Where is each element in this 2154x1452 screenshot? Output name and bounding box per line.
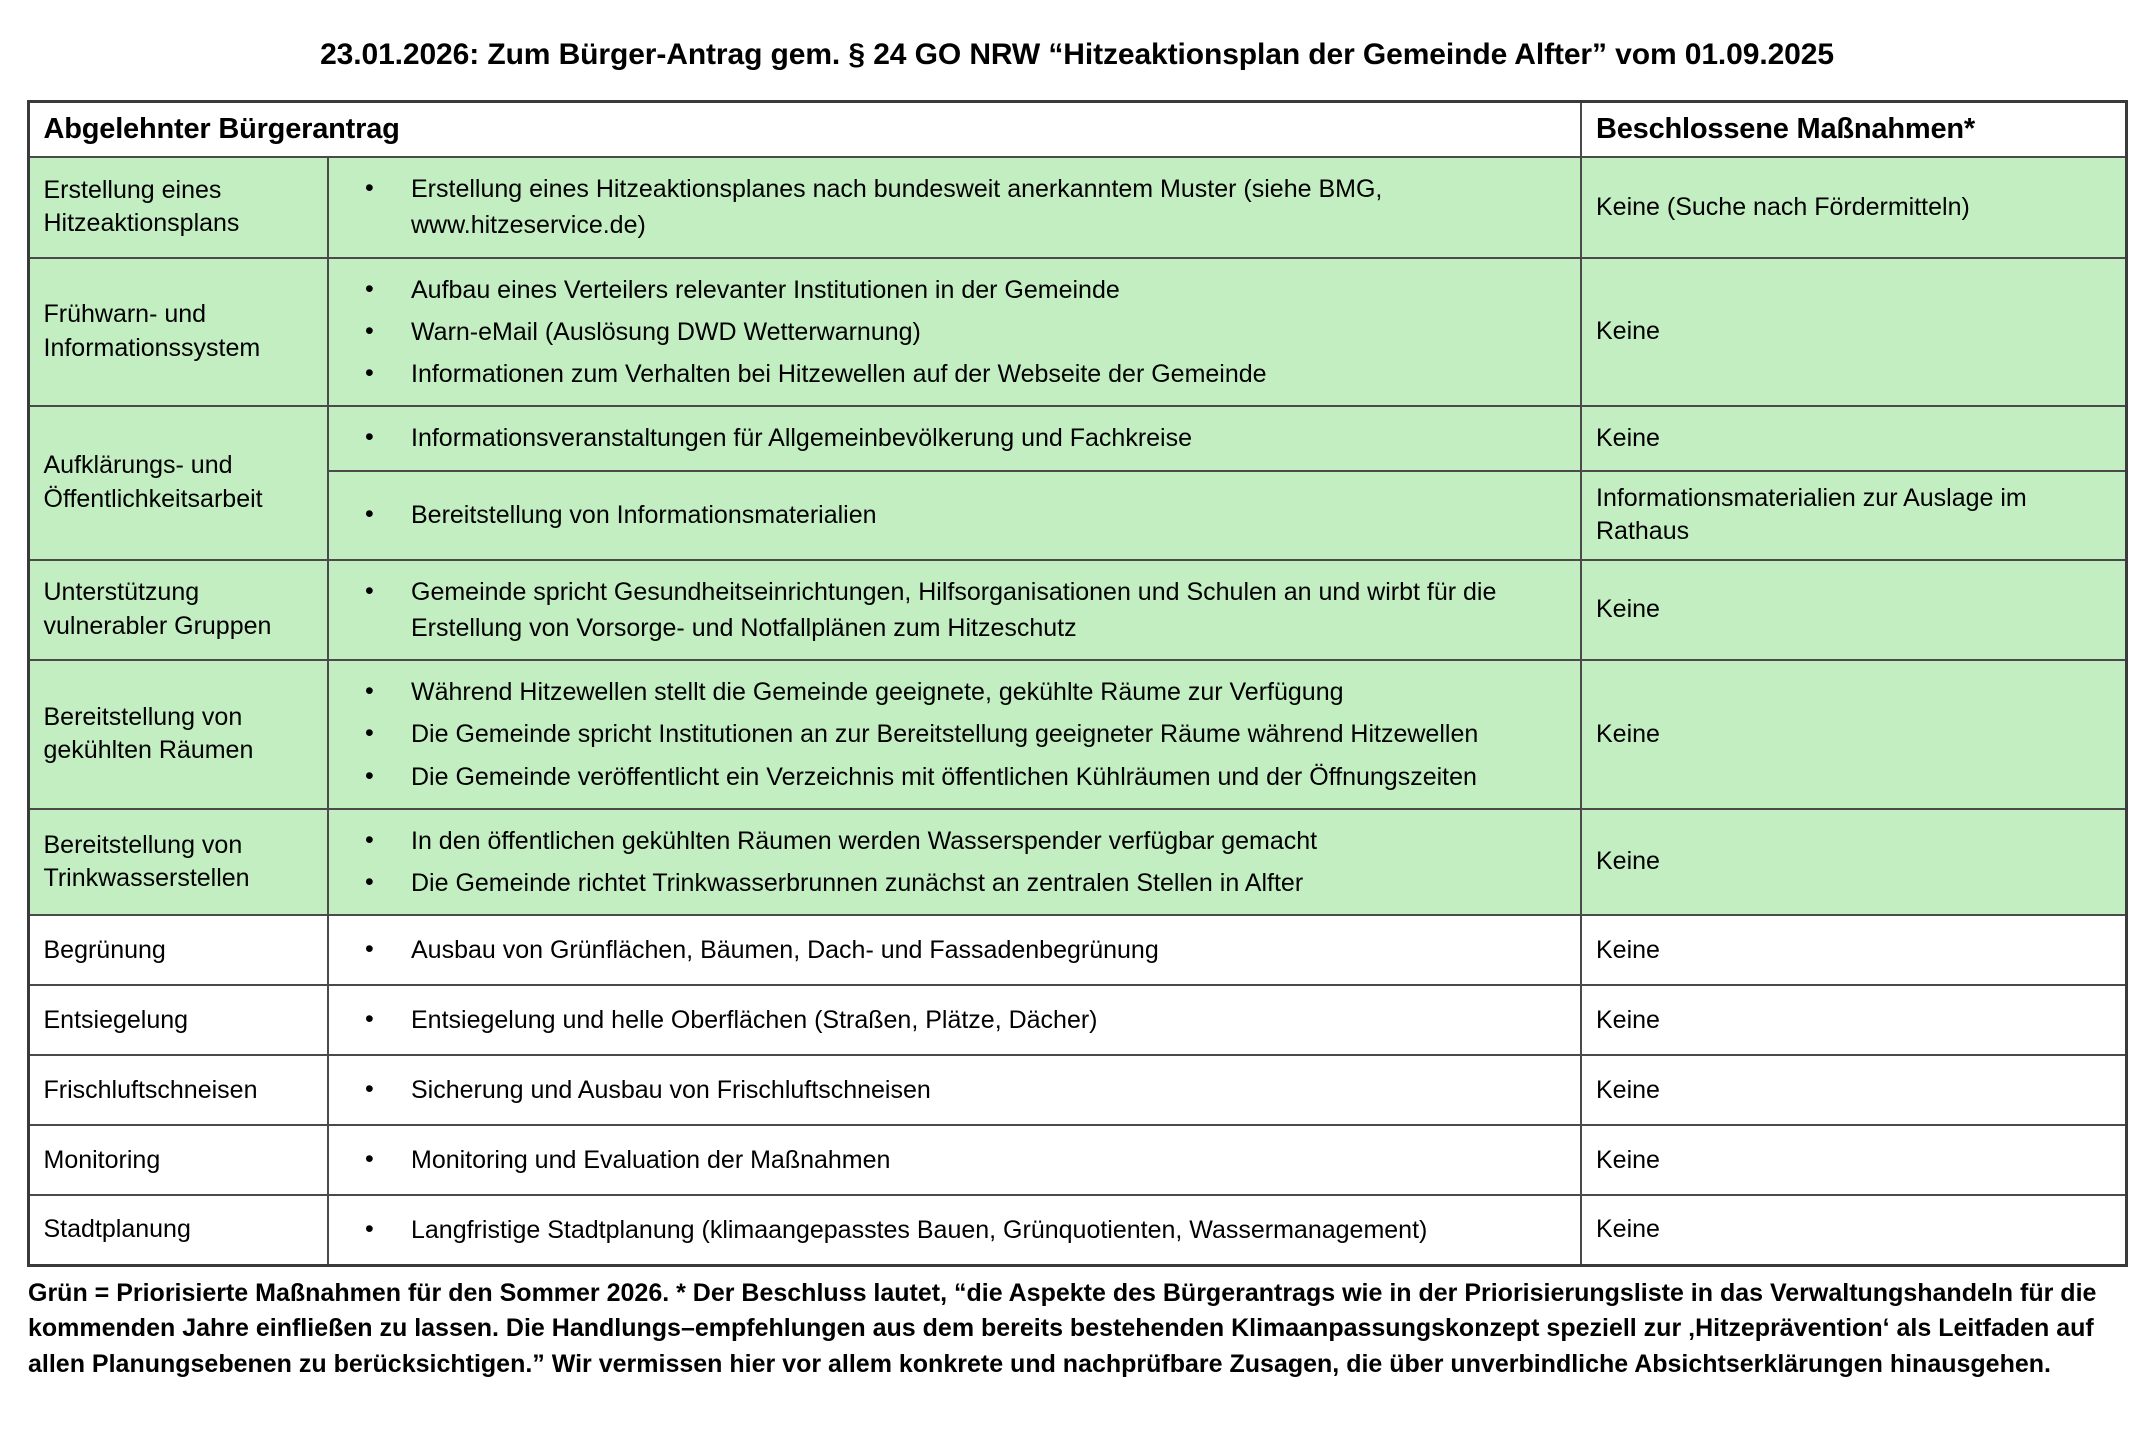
row-topic: Aufklärungs- und Öffentlichkeitsarbeit (28, 406, 328, 559)
bullet-list (343, 1209, 1566, 1251)
bullet-list (343, 929, 1566, 971)
row-topic: Entsiegelung (28, 985, 328, 1055)
row-bullets (328, 915, 1581, 985)
table-row (28, 809, 2126, 916)
row-bullets (328, 406, 1581, 470)
footnote-text: Grün = Priorisierte Maßnahmen für den Sommer 2026. * Der Beschluss lautet, “die Aspekte des Bürgerantrags wie in der Priorisierungsliste in das Verwaltungshandeln für die kommenden Jahre einfließen zu lassen. Die Handlungs–empfehlungen aus dem bereits bestehenden Klimaanpassungskonzept speziell zur ‚Hitzeprävention‘ als Leitfaden auf allen Planungsebenen zu berücksichtigen.” Wir vermissen hier vor allem konkrete und nachprüfbare Zusagen, die über unverbindliche Absichtserklärungen hinausgehen. (28, 1278, 2097, 1378)
bullet-list (343, 571, 1566, 650)
table-row (28, 406, 2126, 470)
bullet-item: • Informationsveranstaltungen für Allgemeinbevölkerung und Fachkreise (343, 417, 1566, 459)
bullet-list (343, 1139, 1566, 1181)
bullet-item: • Bereitstellung von Informationsmaterialien (343, 494, 1566, 536)
measures-table (27, 100, 2128, 1267)
row-bullets (328, 157, 1581, 258)
table-row (28, 157, 2126, 258)
bullet-item: • Die Gemeinde spricht Institutionen an zur Bereitstellung geeigneter Räume während Hitzewellen (343, 713, 1566, 755)
bullet-item: • Entsiegelung und helle Oberflächen (Straßen, Plätze, Dächer) (343, 999, 1566, 1041)
bullet-list (343, 671, 1566, 798)
bullet-item: • Monitoring und Evaluation der Maßnahmen (343, 1139, 1566, 1181)
bullet-item: • Ausbau von Grünflächen, Bäumen, Dach- und Fassadenbegrünung (343, 929, 1566, 971)
row-bullets (328, 1055, 1581, 1125)
table-row (28, 560, 2126, 661)
bullet-list (343, 417, 1566, 459)
column-header-rejected-petition: Abgelehnter Bürgerantrag (28, 102, 1581, 158)
row-topic: Erstellung eines Hitzeaktionsplans (28, 157, 328, 258)
row-result: Keine (1581, 809, 2126, 916)
row-result: Keine (1581, 1055, 2126, 1125)
table-row (28, 1125, 2126, 1195)
bullet-list (343, 999, 1566, 1041)
bullet-item: • Warn-eMail (Auslösung DWD Wetterwarnung) (343, 311, 1566, 353)
row-result: Keine (Suche nach Fördermitteln) (1581, 157, 2126, 258)
row-topic: Stadtplanung (28, 1195, 328, 1265)
table-row (28, 471, 2126, 560)
row-bullets (328, 1125, 1581, 1195)
row-topic: Frühwarn- und Informationssystem (28, 258, 328, 407)
table-body (28, 157, 2126, 1265)
table-row (28, 985, 2126, 1055)
row-bullets (328, 471, 1581, 560)
row-topic: Unterstützung vulnerabler Gruppen (28, 560, 328, 661)
row-result: Keine (1581, 1195, 2126, 1265)
table-row (28, 1055, 2126, 1125)
bullet-list (343, 1069, 1566, 1111)
table-row (28, 258, 2126, 407)
row-bullets (328, 1195, 1581, 1265)
row-topic: Begrünung (28, 915, 328, 985)
bullet-item: • Langfristige Stadtplanung (klimaangepasstes Bauen, Grünquotienten, Wassermanagement) (343, 1209, 1566, 1251)
row-topic: Bereitstellung von gekühlten Räumen (28, 660, 328, 809)
row-result: Keine (1581, 915, 2126, 985)
page-title: 23.01.2026: Zum Bürger-Antrag gem. § 24 GO NRW “Hitzeaktionsplan der Gemeinde Alfter” vom 01.09.2025 (320, 38, 1834, 71)
row-topic: Monitoring (28, 1125, 328, 1195)
row-result: Keine (1581, 258, 2126, 407)
bullet-item: • Aufbau eines Verteilers relevanter Institutionen in der Gemeinde (343, 269, 1566, 311)
table-row (28, 1195, 2126, 1265)
row-result: Keine (1581, 1125, 2126, 1195)
row-topic: Bereitstellung von Trinkwasserstellen (28, 809, 328, 916)
row-bullets (328, 985, 1581, 1055)
bullet-item: • Während Hitzewellen stellt die Gemeinde geeignete, gekühlte Räume zur Verfügung (343, 671, 1566, 713)
bullet-item: • Die Gemeinde veröffentlicht ein Verzeichnis mit öffentlichen Kühlräumen und der Öffnungszeiten (343, 756, 1566, 798)
bullet-item: • Sicherung und Ausbau von Frischluftschneisen (343, 1069, 1566, 1111)
bullet-item: • Gemeinde spricht Gesundheitseinrichtungen, Hilfsorganisationen und Schulen an und wirbt für die Erstellung von Vorsorge- und Notfallplänen zum Hitzeschutz (343, 571, 1566, 650)
row-result: Keine (1581, 985, 2126, 1055)
bullet-list (343, 494, 1566, 536)
row-result: Keine (1581, 560, 2126, 661)
bullet-list (343, 269, 1566, 396)
column-header-adopted-measures: Beschlossene Maßnahmen* (1581, 102, 2126, 158)
table-header (28, 102, 2126, 158)
row-topic: Frischluftschneisen (28, 1055, 328, 1125)
bullet-list (343, 168, 1566, 247)
row-bullets (328, 809, 1581, 916)
row-bullets (328, 258, 1581, 407)
bullet-list (343, 820, 1566, 905)
table-row (28, 660, 2126, 809)
bullet-item: • Informationen zum Verhalten bei Hitzewellen auf der Webseite der Gemeinde (343, 353, 1566, 395)
bullet-item: • In den öffentlichen gekühlten Räumen werden Wasserspender verfügbar gemacht (343, 820, 1566, 862)
row-result: Keine (1581, 660, 2126, 809)
bullet-item: • Die Gemeinde richtet Trinkwasserbrunnen zunächst an zentralen Stellen in Alfter (343, 862, 1566, 904)
row-result: Informationsmaterialien zur Auslage im Rathaus (1581, 471, 2126, 560)
row-result: Keine (1581, 406, 2126, 470)
bullet-item: • Erstellung eines Hitzeaktionsplanes nach bundesweit anerkanntem Muster (siehe BMG, www.hitzeservice.de) (343, 168, 1566, 247)
row-bullets (328, 660, 1581, 809)
row-bullets (328, 560, 1581, 661)
table-row (28, 915, 2126, 985)
